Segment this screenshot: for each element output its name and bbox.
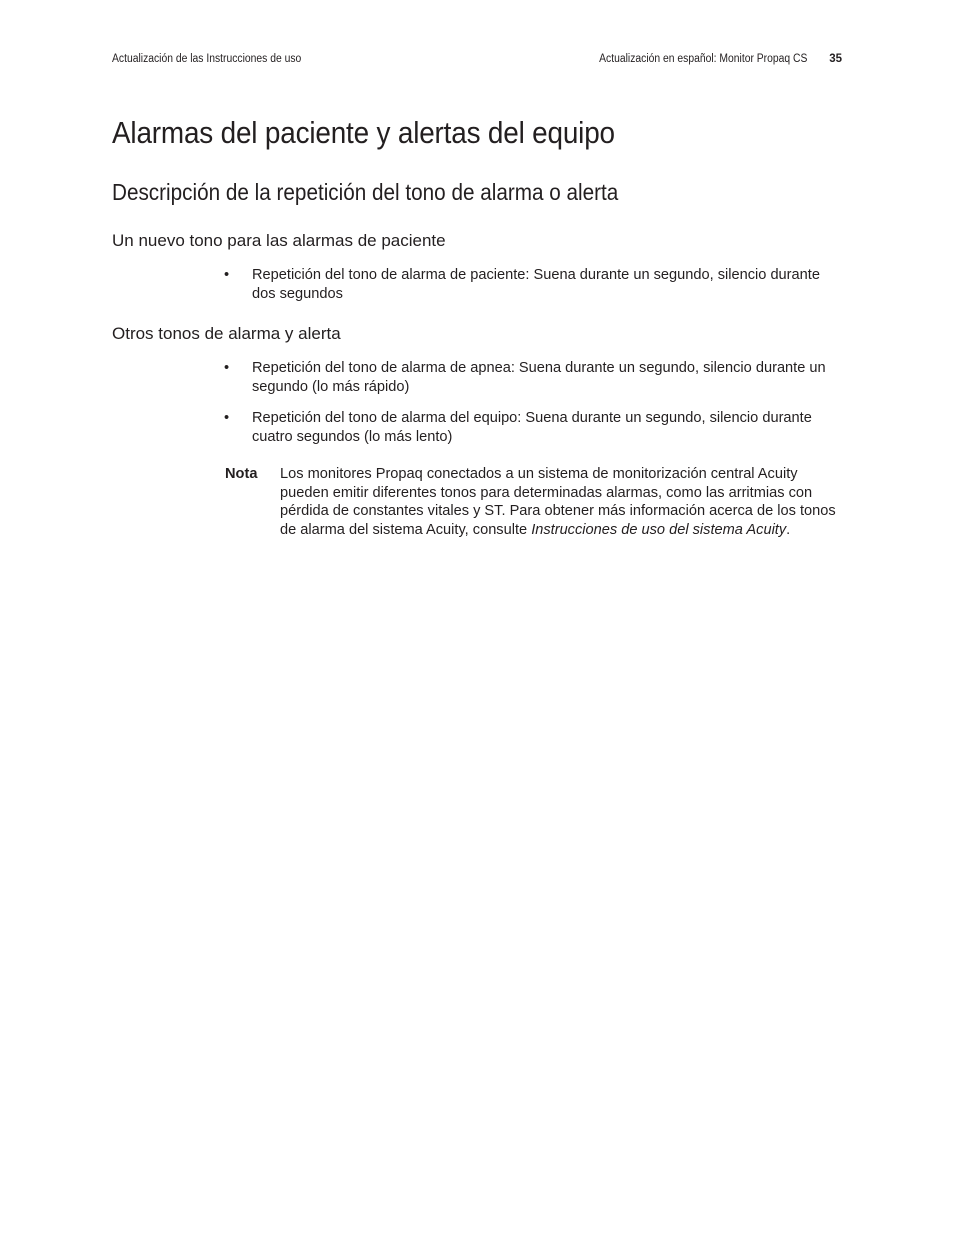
list-item-text: Repetición del tono de alarma de apnea: Suena durante un segundo, silencio durante un segundo (lo más rápido) (252, 360, 826, 395)
bullet-marker: • (224, 360, 230, 376)
note-body (280, 465, 840, 539)
list-item-text: Repetición del tono de alarma del equipo: Suena durante un segundo, silencio durante cuatro segundos (lo más lento) (252, 410, 812, 445)
bullet-marker: • (224, 410, 230, 426)
list-item-text: Repetición del tono de alarma de paciente: Suena durante un segundo, silencio durante dos segundos (252, 267, 820, 302)
header-document-title: Actualización de las Instrucciones de uso (112, 53, 302, 65)
note-label: Nota (225, 466, 258, 482)
note-end: . (786, 521, 791, 538)
note-text: Los monitores Propaq conectados a un sistema de monitorización central Acuity pueden emitir diferentes tonos para determinadas alarmas, como las arritmias con pérdida de constantes vitales y ST. Para obtener más información acerca de los tonos de alarma del sistema Acuity, consulte (280, 466, 836, 538)
section-title: Descripción de la repetición del tono de alarma o alerta (112, 179, 619, 205)
running-header (112, 53, 842, 69)
header-right-group (576, 53, 842, 65)
subsection-title-other-tones: Otros tonos de alarma y alerta (112, 324, 341, 343)
page-title: Alarmas del paciente y alertas del equipo (112, 115, 615, 150)
bullet-marker: • (224, 267, 230, 283)
note-reference: Instrucciones de uso del sistema Acuity (531, 521, 787, 538)
header-product-name: Actualización en español: Monitor Propaq CS (598, 53, 808, 65)
subsection-title-new-tone: Un nuevo tono para las alarmas de paciente (112, 231, 446, 250)
page-number: 35 (829, 53, 842, 65)
